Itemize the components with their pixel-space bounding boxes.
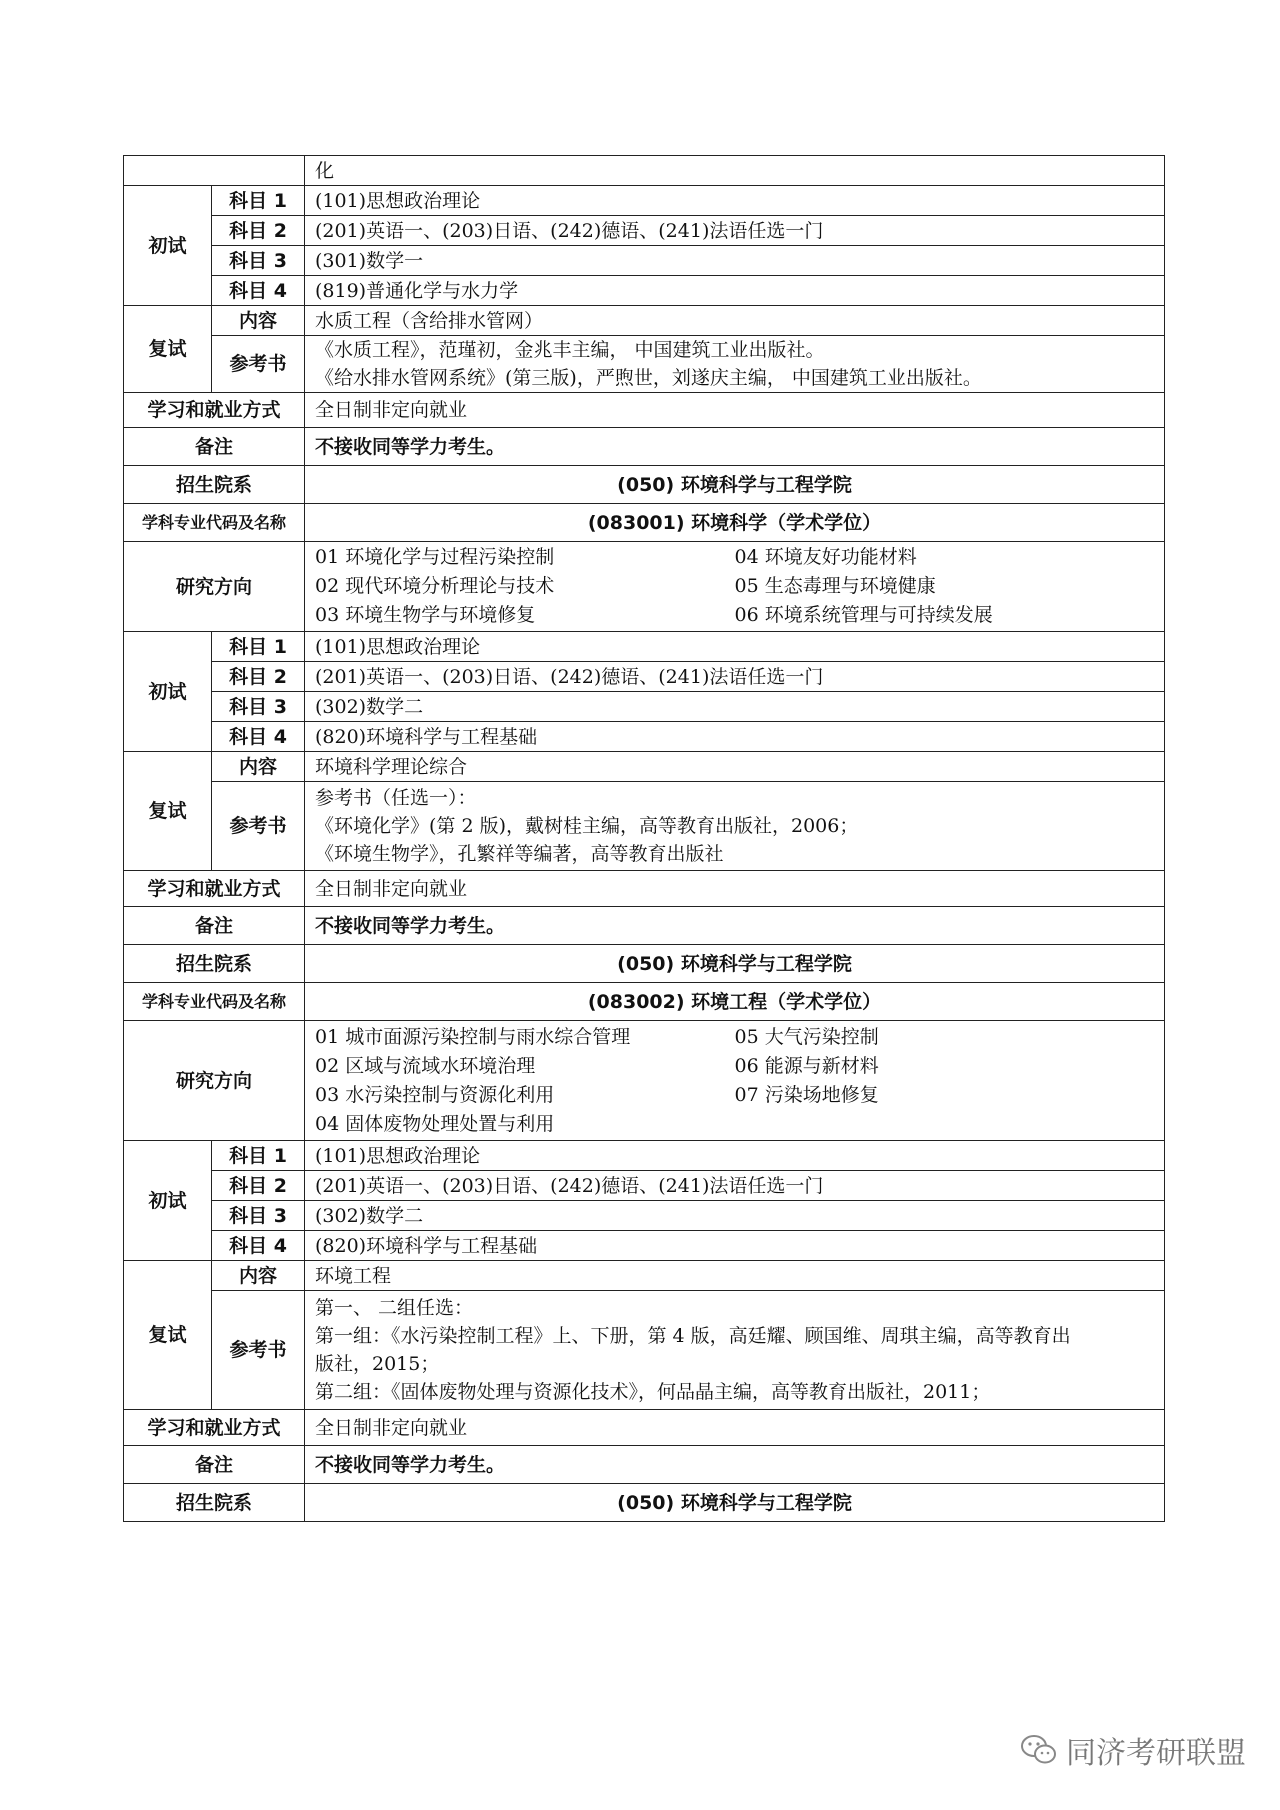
- reference-books: [305, 336, 1165, 393]
- direction-column-right: [735, 543, 1155, 630]
- book-line: 《环境生物学》，孔繁祥等编著，高等教育出版社: [315, 843, 724, 865]
- direction-item: 02 区域与流域水环境治理: [315, 1054, 536, 1077]
- book-line: 第一组：《水污染控制工程》上、下册，第 4 版，高廷耀、顾国维、周琪主编，高等教育出: [315, 1325, 1071, 1347]
- table-row: [124, 1171, 1165, 1201]
- book-line: 《给水排水管网系统》(第三版)，严煦世，刘遂庆主编， 中国建筑工业出版社。: [315, 367, 982, 389]
- note-label: 备注: [124, 1446, 305, 1484]
- table-row: [124, 1141, 1165, 1171]
- note-value: 不接收同等学力考生。: [305, 907, 1165, 945]
- fushi-label: 复试: [124, 1261, 212, 1410]
- table-row: [124, 542, 1165, 632]
- direction-list: [305, 542, 1165, 632]
- subject-1-value: (101)思想政治理论: [305, 186, 1165, 216]
- book-line: 《环境化学》(第 2 版)，戴树桂主编，高等教育出版社，2006；: [315, 815, 859, 837]
- table-row: [124, 186, 1165, 216]
- content-label: 内容: [212, 1261, 305, 1291]
- subject-2-value: (201)英语一、(203)日语、(242)德语、(241)法语任选一门: [305, 662, 1165, 692]
- table-row: [124, 1231, 1165, 1261]
- direction-item: 01 城市面源污染控制与雨水综合管理: [315, 1025, 631, 1048]
- study-mode-label: 学习和就业方式: [124, 393, 305, 428]
- direction-item: 07 污染场地修复: [734, 1083, 879, 1106]
- table-row: [124, 246, 1165, 276]
- subject-3-label: 科目 3: [212, 246, 305, 276]
- admission-table: [123, 155, 1165, 1522]
- retest-content: 水质工程（含给排水管网）: [305, 306, 1165, 336]
- subject-3-value: (302)数学二: [305, 692, 1165, 722]
- note-value: 不接收同等学力考生。: [305, 1446, 1165, 1484]
- fushi-label: 复试: [124, 306, 212, 393]
- dept-label: 招生院系: [124, 1484, 305, 1522]
- book-line: 第二组：《固体废物处理与资源化技术》，何品晶主编，高等教育出版社，2011；: [315, 1381, 991, 1403]
- fushi-label: 复试: [124, 752, 212, 871]
- table-row: [124, 871, 1165, 907]
- watermark-text: 同济考研联盟: [1066, 1736, 1246, 1771]
- table-row: [124, 752, 1165, 782]
- subject-3-label: 科目 3: [212, 692, 305, 722]
- subject-3-label: 科目 3: [212, 1201, 305, 1231]
- direction-item: 04 环境友好功能材料: [734, 546, 917, 568]
- major-value: (083001) 环境科学（学术学位）: [305, 504, 1165, 542]
- subject-4-value: (819)普通化学与水力学: [305, 276, 1165, 306]
- table-row: [124, 504, 1165, 542]
- subject-3-value: (301)数学一: [305, 246, 1165, 276]
- study-mode-value: 全日制非定向就业: [305, 1410, 1165, 1446]
- dept-value: (050) 环境科学与工程学院: [305, 1484, 1165, 1522]
- subject-2-label: 科目 2: [212, 216, 305, 246]
- reference-label: 参考书: [212, 782, 305, 871]
- table-row: [124, 722, 1165, 752]
- subject-4-label: 科目 4: [212, 722, 305, 752]
- table-row: [124, 692, 1165, 722]
- subject-3-value: (302)数学二: [305, 1201, 1165, 1231]
- direction-item: 05 生态毒理与环境健康: [734, 575, 936, 597]
- continuation-text: 化: [305, 156, 1165, 186]
- chushi-label: 初试: [124, 1141, 212, 1261]
- table-row: [124, 1201, 1165, 1231]
- study-mode-value: 全日制非定向就业: [305, 871, 1165, 907]
- subject-1-label: 科目 1: [212, 1141, 305, 1171]
- table-row: [124, 1484, 1165, 1522]
- table-row: [124, 632, 1165, 662]
- study-mode-label: 学习和就业方式: [124, 1410, 305, 1446]
- direction-item: 06 环境系统管理与可持续发展: [734, 604, 993, 626]
- table-row: [124, 1410, 1165, 1446]
- retest-content: 环境科学理论综合: [305, 752, 1165, 782]
- book-line: 第一、 二组任选：: [315, 1297, 474, 1319]
- table-row: [124, 983, 1165, 1021]
- chushi-label: 初试: [124, 186, 212, 306]
- table-row: [124, 945, 1165, 983]
- direction-item: 01 环境化学与过程污染控制: [315, 546, 555, 568]
- subject-2-label: 科目 2: [212, 1171, 305, 1201]
- subject-2-value: (201)英语一、(203)日语、(242)德语、(241)法语任选一门: [305, 216, 1165, 246]
- reference-label: 参考书: [212, 1291, 305, 1410]
- major-value: (083002) 环境工程（学术学位）: [305, 983, 1165, 1021]
- table-row: [124, 306, 1165, 336]
- chushi-label: 初试: [124, 632, 212, 752]
- table-row: [124, 1291, 1165, 1410]
- direction-item: 06 能源与新材料: [734, 1054, 879, 1077]
- major-label: 学科专业代码及名称: [124, 983, 305, 1021]
- direction-column-right: [735, 1023, 1155, 1139]
- table-row: [124, 276, 1165, 306]
- study-mode-value: 全日制非定向就业: [305, 393, 1165, 428]
- subject-1-label: 科目 1: [212, 186, 305, 216]
- continuation-row: [124, 156, 1165, 186]
- note-label: 备注: [124, 907, 305, 945]
- retest-content: 环境工程: [305, 1261, 1165, 1291]
- content-label: 内容: [212, 306, 305, 336]
- direction-list: [305, 1021, 1165, 1141]
- subject-2-label: 科目 2: [212, 662, 305, 692]
- watermark: [1020, 1728, 1246, 1772]
- reference-books: [305, 782, 1165, 871]
- table-row: [124, 216, 1165, 246]
- direction-item: 03 水污染控制与资源化利用: [315, 1083, 555, 1106]
- table-row: [124, 1446, 1165, 1484]
- wechat-icon: [1020, 1734, 1058, 1766]
- reference-label: 参考书: [212, 336, 305, 393]
- subject-1-value: (101)思想政治理论: [305, 1141, 1165, 1171]
- table-row: [124, 466, 1165, 504]
- major-label: 学科专业代码及名称: [124, 504, 305, 542]
- table-row: [124, 782, 1165, 871]
- note-label: 备注: [124, 428, 305, 466]
- direction-item: 05 大气污染控制: [734, 1025, 879, 1048]
- reference-books: [305, 1291, 1165, 1410]
- table-row: [124, 1261, 1165, 1291]
- direction-item: 02 现代环境分析理论与技术: [315, 575, 555, 597]
- dept-label: 招生院系: [124, 945, 305, 983]
- note-value: 不接收同等学力考生。: [305, 428, 1165, 466]
- direction-label: 研究方向: [124, 1021, 305, 1141]
- book-line: 参考书（任选一）：: [315, 787, 477, 809]
- subject-4-value: (820)环境科学与工程基础: [305, 1231, 1165, 1261]
- direction-item: 04 固体废物处理处置与利用: [315, 1112, 555, 1135]
- study-mode-label: 学习和就业方式: [124, 871, 305, 907]
- direction-column-left: [315, 543, 735, 630]
- book-line: 版社，2015；: [315, 1353, 440, 1375]
- direction-label: 研究方向: [124, 542, 305, 632]
- subject-4-label: 科目 4: [212, 1231, 305, 1261]
- direction-item: 03 环境生物学与环境修复: [315, 604, 536, 626]
- dept-value: (050) 环境科学与工程学院: [305, 945, 1165, 983]
- subject-2-value: (201)英语一、(203)日语、(242)德语、(241)法语任选一门: [305, 1171, 1165, 1201]
- subject-4-label: 科目 4: [212, 276, 305, 306]
- table-row: [124, 393, 1165, 428]
- subject-1-value: (101)思想政治理论: [305, 632, 1165, 662]
- table-row: [124, 1021, 1165, 1141]
- direction-column-left: [315, 1023, 735, 1139]
- table-row: [124, 336, 1165, 393]
- subject-1-label: 科目 1: [212, 632, 305, 662]
- subject-4-value: (820)环境科学与工程基础: [305, 722, 1165, 752]
- dept-label: 招生院系: [124, 466, 305, 504]
- dept-value: (050) 环境科学与工程学院: [305, 466, 1165, 504]
- content-label: 内容: [212, 752, 305, 782]
- book-line: 《水质工程》，范瑾初，金兆丰主编， 中国建筑工业出版社。: [315, 339, 825, 361]
- table-row: [124, 907, 1165, 945]
- table-row: [124, 428, 1165, 466]
- table-row: [124, 662, 1165, 692]
